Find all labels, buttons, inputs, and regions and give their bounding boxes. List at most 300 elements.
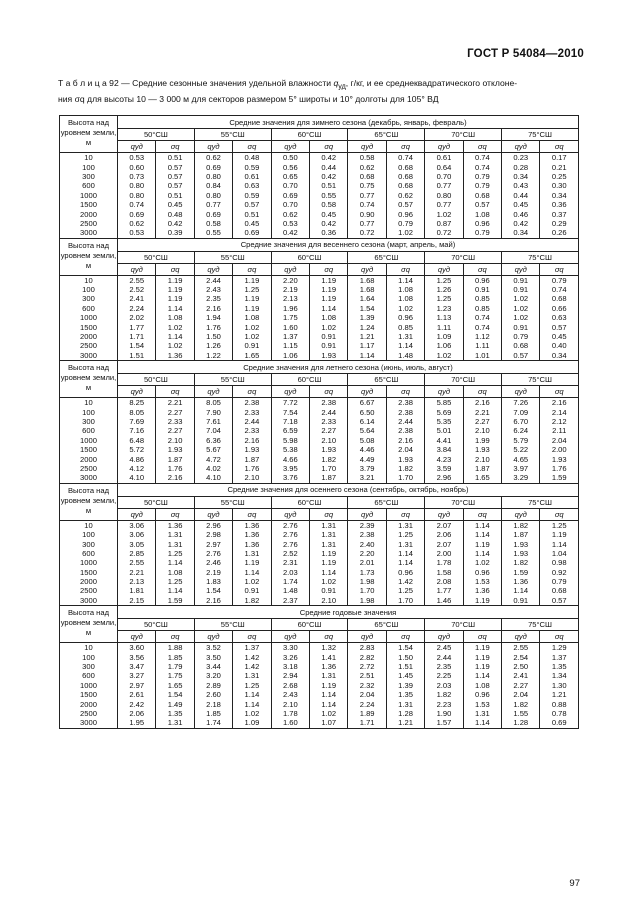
value-cell: 2.54 <box>502 652 540 661</box>
value-cell: 1.19 <box>310 285 348 294</box>
value-cell: 1.19 <box>463 662 501 671</box>
value-cell: 1.25 <box>425 294 463 303</box>
value-cell: 2.32 <box>348 681 386 690</box>
height-cell: 3000 <box>60 718 118 728</box>
latitude-header: 55°СШ <box>194 251 271 263</box>
value-cell: 1.75 <box>271 313 309 322</box>
sigma-symbol-header: σq <box>156 386 194 398</box>
latitude-header: 70°СШ <box>425 374 502 386</box>
value-cell: 0.70 <box>425 172 463 181</box>
value-cell: 2.13 <box>118 577 156 586</box>
value-cell: 0.74 <box>463 162 501 171</box>
value-cell: 2.38 <box>233 398 271 408</box>
value-cell: 0.69 <box>194 209 232 218</box>
latitude-header: 55°СШ <box>194 496 271 508</box>
value-cell: 0.80 <box>425 191 463 200</box>
value-cell: 7.90 <box>194 407 232 416</box>
value-cell: 1.19 <box>310 681 348 690</box>
value-cell: 0.46 <box>502 209 540 218</box>
q-symbol-header: qуд <box>502 141 540 153</box>
value-cell: 1.08 <box>386 285 424 294</box>
value-cell: 1.59 <box>156 596 194 606</box>
value-cell: 0.58 <box>194 219 232 228</box>
value-cell: 0.68 <box>386 172 424 181</box>
value-cell: 1.06 <box>425 341 463 350</box>
table-row <box>60 454 579 463</box>
table-row <box>60 294 579 303</box>
sigma-symbol-header: σq <box>386 508 424 520</box>
table-row <box>60 436 579 445</box>
value-cell: 1.14 <box>310 568 348 577</box>
table-row <box>60 520 579 530</box>
q-symbol-header: qуд <box>348 631 386 643</box>
q-symbol-header: qуд <box>271 631 309 643</box>
value-cell: 0.45 <box>233 219 271 228</box>
value-cell: 1.31 <box>310 671 348 680</box>
value-cell: 1.26 <box>425 285 463 294</box>
value-cell: 3.21 <box>348 473 386 483</box>
sigma-symbol-header: σq <box>540 631 579 643</box>
value-cell: 3.52 <box>194 643 232 653</box>
table-row <box>60 162 579 171</box>
latitude-header: 50°СШ <box>118 374 195 386</box>
sigma-symbol-header: σq <box>386 631 424 643</box>
value-cell: 4.10 <box>194 473 232 483</box>
value-cell: 5.01 <box>425 426 463 435</box>
value-cell: 1.36 <box>310 662 348 671</box>
value-cell: 1.55 <box>502 709 540 718</box>
value-cell: 1.87 <box>233 454 271 463</box>
height-cell: 300 <box>60 417 118 426</box>
value-cell: 1.93 <box>310 351 348 361</box>
value-cell: 2.14 <box>540 407 579 416</box>
value-cell: 2.85 <box>118 549 156 558</box>
value-cell: 1.60 <box>271 718 309 728</box>
value-cell: 4.65 <box>502 454 540 463</box>
value-cell: 0.77 <box>425 200 463 209</box>
value-cell: 1.93 <box>502 539 540 548</box>
value-cell: 0.61 <box>425 153 463 163</box>
value-cell: 1.76 <box>194 322 232 331</box>
latitude-header: 65°СШ <box>348 619 425 631</box>
season-block <box>60 483 579 606</box>
q-symbol-header: qуд <box>194 386 232 398</box>
value-cell: 1.14 <box>233 568 271 577</box>
value-cell: 1.36 <box>463 586 501 595</box>
value-cell: 0.69 <box>194 162 232 171</box>
value-cell: 1.31 <box>386 520 424 530</box>
value-cell: 1.08 <box>463 209 501 218</box>
value-cell: 1.90 <box>425 709 463 718</box>
value-cell: 7.16 <box>118 426 156 435</box>
value-cell: 1.96 <box>271 304 309 313</box>
value-cell: 0.50 <box>271 153 309 163</box>
value-cell: 0.64 <box>425 162 463 171</box>
value-cell: 2.15 <box>118 596 156 606</box>
height-cell: 1500 <box>60 690 118 699</box>
value-cell: 6.59 <box>271 426 309 435</box>
value-cell: 1.19 <box>540 530 579 539</box>
value-cell: 1.02 <box>425 351 463 361</box>
value-cell: 1.14 <box>463 718 501 728</box>
value-cell: 0.57 <box>156 172 194 181</box>
value-cell: 2.27 <box>502 681 540 690</box>
value-cell: 1.02 <box>233 577 271 586</box>
value-cell: 0.69 <box>271 191 309 200</box>
table-row <box>60 539 579 548</box>
value-cell: 0.21 <box>540 162 579 171</box>
value-cell: 1.14 <box>310 690 348 699</box>
value-cell: 3.84 <box>425 445 463 454</box>
value-cell: 1.36 <box>502 577 540 586</box>
q-symbol-header: qуд <box>348 508 386 520</box>
height-cell: 600 <box>60 304 118 313</box>
latitude-header: 75°СШ <box>502 496 579 508</box>
value-cell: 2.19 <box>194 568 232 577</box>
value-cell: 5.35 <box>425 417 463 426</box>
value-cell: 2.07 <box>425 539 463 548</box>
value-cell: 1.21 <box>348 332 386 341</box>
value-cell: 0.96 <box>463 219 501 228</box>
latitude-header: 60°СШ <box>271 251 348 263</box>
q-symbol-header: qуд <box>425 631 463 643</box>
sigma-symbol-header: σq <box>540 386 579 398</box>
value-cell: 4.10 <box>118 473 156 483</box>
value-cell: 0.57 <box>502 351 540 361</box>
q-symbol-header: qуд <box>194 508 232 520</box>
q-symbol-header: qуд <box>118 141 156 153</box>
value-cell: 1.23 <box>425 304 463 313</box>
value-cell: 0.79 <box>540 577 579 586</box>
humidity-table <box>59 115 579 729</box>
table-row <box>60 285 579 294</box>
value-cell: 2.38 <box>386 407 424 416</box>
sigma-symbol-header: σq <box>386 263 424 275</box>
value-cell: 1.82 <box>502 520 540 530</box>
value-cell: 1.02 <box>156 341 194 350</box>
value-cell: 1.51 <box>118 351 156 361</box>
value-cell: 2.46 <box>194 558 232 567</box>
table-row <box>60 407 579 416</box>
value-cell: 1.98 <box>348 596 386 606</box>
latitude-header: 70°СШ <box>425 619 502 631</box>
value-cell: 0.55 <box>194 228 232 238</box>
value-cell: 1.93 <box>310 445 348 454</box>
value-cell: 6.70 <box>502 417 540 426</box>
value-cell: 3.29 <box>502 473 540 483</box>
latitude-header: 65°СШ <box>348 374 425 386</box>
season-title: Средние годовые значения <box>118 606 579 619</box>
height-cell: 600 <box>60 426 118 435</box>
value-cell: 1.02 <box>310 322 348 331</box>
value-cell: 0.68 <box>502 341 540 350</box>
value-cell: 1.34 <box>540 671 579 680</box>
value-cell: 0.74 <box>540 285 579 294</box>
value-cell: 1.68 <box>348 275 386 285</box>
value-cell: 2.97 <box>194 539 232 548</box>
q-symbol-header: qуд <box>425 263 463 275</box>
value-cell: 0.69 <box>540 718 579 728</box>
value-cell: 1.36 <box>156 351 194 361</box>
value-cell: 0.57 <box>386 200 424 209</box>
sigma-symbol-header: σq <box>463 263 501 275</box>
value-cell: 1.19 <box>463 539 501 548</box>
value-cell: 1.87 <box>502 530 540 539</box>
value-cell: 0.34 <box>502 228 540 238</box>
height-cell: 2500 <box>60 341 118 350</box>
value-cell: 1.31 <box>386 332 424 341</box>
value-cell: 2.27 <box>463 417 501 426</box>
value-cell: 1.70 <box>386 473 424 483</box>
value-cell: 1.57 <box>425 718 463 728</box>
table-row <box>60 690 579 699</box>
value-cell: 7.04 <box>194 426 232 435</box>
sigma-symbol-header: σq <box>233 263 271 275</box>
value-cell: 5.79 <box>502 436 540 445</box>
value-cell: 1.14 <box>386 275 424 285</box>
value-cell: 1.06 <box>271 351 309 361</box>
value-cell: 3.50 <box>194 652 232 661</box>
value-cell: 0.77 <box>194 200 232 209</box>
value-cell: 1.14 <box>502 586 540 595</box>
value-cell: 1.25 <box>425 275 463 285</box>
value-cell: 1.81 <box>118 586 156 595</box>
value-cell: 1.51 <box>386 662 424 671</box>
value-cell: 1.08 <box>386 294 424 303</box>
height-cell: 1000 <box>60 681 118 690</box>
value-cell: 2.11 <box>540 426 579 435</box>
value-cell: 0.92 <box>540 568 579 577</box>
table-row <box>60 473 579 483</box>
value-cell: 1.37 <box>271 332 309 341</box>
value-cell: 6.24 <box>502 426 540 435</box>
latitude-header: 75°СШ <box>502 374 579 386</box>
value-cell: 0.68 <box>386 162 424 171</box>
value-cell: 0.72 <box>348 228 386 238</box>
value-cell: 4.41 <box>425 436 463 445</box>
value-cell: 0.42 <box>502 219 540 228</box>
season-block <box>60 238 579 361</box>
value-cell: 1.02 <box>386 304 424 313</box>
q-symbol-header: qуд <box>118 263 156 275</box>
value-cell: 4.02 <box>194 464 232 473</box>
value-cell: 3.44 <box>194 662 232 671</box>
height-cell: 2500 <box>60 464 118 473</box>
value-cell: 0.34 <box>540 351 579 361</box>
sigma-symbol-header: σq <box>463 386 501 398</box>
value-cell: 2.55 <box>502 643 540 653</box>
value-cell: 0.91 <box>502 285 540 294</box>
value-cell: 0.57 <box>233 200 271 209</box>
table-row <box>60 568 579 577</box>
value-cell: 1.08 <box>233 313 271 322</box>
value-cell: 1.11 <box>425 322 463 331</box>
value-cell: 3.05 <box>118 539 156 548</box>
value-cell: 1.78 <box>425 558 463 567</box>
value-cell: 7.54 <box>271 407 309 416</box>
height-cell: 1500 <box>60 568 118 577</box>
value-cell: 0.84 <box>194 181 232 190</box>
value-cell: 1.19 <box>310 549 348 558</box>
value-cell: 2.52 <box>271 549 309 558</box>
q-symbol-header: qуд <box>194 631 232 643</box>
value-cell: 0.51 <box>310 181 348 190</box>
value-cell: 1.94 <box>194 313 232 322</box>
value-cell: 6.14 <box>348 417 386 426</box>
latitude-header: 55°СШ <box>194 129 271 141</box>
value-cell: 2.03 <box>271 568 309 577</box>
value-cell: 1.87 <box>310 473 348 483</box>
latitude-header: 55°СШ <box>194 619 271 631</box>
table-row <box>60 209 579 218</box>
value-cell: 1.08 <box>310 313 348 322</box>
value-cell: 0.66 <box>540 304 579 313</box>
height-cell: 1000 <box>60 558 118 567</box>
latitude-header: 60°СШ <box>271 374 348 386</box>
table-row <box>60 596 579 606</box>
value-cell: 1.26 <box>194 341 232 350</box>
value-cell: 1.95 <box>118 718 156 728</box>
latitude-header: 55°СШ <box>194 374 271 386</box>
value-cell: 2.44 <box>310 407 348 416</box>
value-cell: 2.38 <box>386 398 424 408</box>
value-cell: 1.76 <box>540 464 579 473</box>
value-cell: 6.36 <box>194 436 232 445</box>
value-cell: 0.68 <box>540 586 579 595</box>
value-cell: 2.55 <box>118 275 156 285</box>
value-cell: 1.14 <box>310 699 348 708</box>
value-cell: 2.38 <box>348 530 386 539</box>
value-cell: 3.95 <box>271 464 309 473</box>
value-cell: 1.31 <box>463 709 501 718</box>
value-cell: 2.07 <box>425 520 463 530</box>
value-cell: 1.82 <box>425 690 463 699</box>
height-cell: 300 <box>60 662 118 671</box>
table-row <box>60 228 579 238</box>
value-cell: 0.79 <box>386 219 424 228</box>
value-cell: 2.35 <box>194 294 232 303</box>
value-cell: 6.48 <box>118 436 156 445</box>
value-cell: 1.89 <box>348 709 386 718</box>
value-cell: 1.14 <box>233 690 271 699</box>
value-cell: 1.14 <box>156 304 194 313</box>
q-symbol-header: qуд <box>502 508 540 520</box>
value-cell: 2.45 <box>425 643 463 653</box>
value-cell: 4.12 <box>118 464 156 473</box>
value-cell: 0.45 <box>502 200 540 209</box>
value-cell: 1.85 <box>194 709 232 718</box>
value-cell: 2.51 <box>348 671 386 680</box>
table-row <box>60 417 579 426</box>
q-symbol-header: qуд <box>118 386 156 398</box>
value-cell: 1.25 <box>386 530 424 539</box>
height-cell: 10 <box>60 398 118 408</box>
value-cell: 2.16 <box>540 398 579 408</box>
value-cell: 0.72 <box>425 228 463 238</box>
value-cell: 2.41 <box>118 294 156 303</box>
season-title: Средние значения для летнего сезона (июнь, июль, август) <box>118 361 579 374</box>
value-cell: 0.34 <box>502 172 540 181</box>
value-cell: 0.91 <box>310 341 348 350</box>
value-cell: 1.19 <box>156 275 194 285</box>
value-cell: 2.23 <box>425 699 463 708</box>
value-cell: 0.37 <box>540 209 579 218</box>
value-cell: 1.02 <box>502 313 540 322</box>
value-cell: 2.21 <box>156 398 194 408</box>
q-symbol-header: qуд <box>348 263 386 275</box>
value-cell: 0.80 <box>194 191 232 200</box>
height-cell: 300 <box>60 294 118 303</box>
value-cell: 1.88 <box>156 643 194 653</box>
value-cell: 0.48 <box>233 153 271 163</box>
value-cell: 2.16 <box>463 398 501 408</box>
value-cell: 0.62 <box>194 153 232 163</box>
table-row <box>60 445 579 454</box>
sigma-symbol-header: σq <box>233 386 271 398</box>
latitude-header: 65°СШ <box>348 251 425 263</box>
value-cell: 0.51 <box>156 191 194 200</box>
value-cell: 0.45 <box>156 200 194 209</box>
value-cell: 1.09 <box>233 718 271 728</box>
value-cell: 4.23 <box>425 454 463 463</box>
value-cell: 1.36 <box>233 539 271 548</box>
value-cell: 2.24 <box>118 304 156 313</box>
value-cell: 1.41 <box>310 652 348 661</box>
value-cell: 1.29 <box>540 643 579 653</box>
latitude-header: 70°СШ <box>425 251 502 263</box>
value-cell: 2.16 <box>194 596 232 606</box>
value-cell: 2.12 <box>540 417 579 426</box>
value-cell: 1.37 <box>540 652 579 661</box>
value-cell: 3.27 <box>118 671 156 680</box>
q-symbol-header: qуд <box>118 631 156 643</box>
value-cell: 0.96 <box>463 568 501 577</box>
latitude-header: 60°СШ <box>271 129 348 141</box>
value-cell: 4.46 <box>348 445 386 454</box>
value-cell: 0.74 <box>463 313 501 322</box>
value-cell: 0.61 <box>233 172 271 181</box>
value-cell: 1.73 <box>348 568 386 577</box>
value-cell: 0.59 <box>233 162 271 171</box>
value-cell: 1.15 <box>271 341 309 350</box>
value-cell: 0.85 <box>386 322 424 331</box>
table-row <box>60 718 579 728</box>
value-cell: 3.56 <box>118 652 156 661</box>
value-cell: 0.74 <box>118 200 156 209</box>
table-row <box>60 558 579 567</box>
sigma-symbol-header: σq <box>310 263 348 275</box>
height-cell: 100 <box>60 407 118 416</box>
value-cell: 2.37 <box>271 596 309 606</box>
value-cell: 1.19 <box>233 275 271 285</box>
value-cell: 1.25 <box>386 586 424 595</box>
value-cell: 0.28 <box>502 162 540 171</box>
value-cell: 1.11 <box>463 341 501 350</box>
value-cell: 7.61 <box>194 417 232 426</box>
sigma-symbol-header: σq <box>233 508 271 520</box>
value-cell: 2.31 <box>271 558 309 567</box>
height-cell: 10 <box>60 275 118 285</box>
value-cell: 0.74 <box>463 153 501 163</box>
value-cell: 0.42 <box>310 172 348 181</box>
value-cell: 2.20 <box>271 275 309 285</box>
value-cell: 1.87 <box>463 464 501 473</box>
standard-header: ГОСТ Р 54084—2010 <box>467 48 584 60</box>
table-row <box>60 351 579 361</box>
value-cell: 0.57 <box>156 162 194 171</box>
value-cell: 0.91 <box>310 586 348 595</box>
value-cell: 0.42 <box>156 219 194 228</box>
